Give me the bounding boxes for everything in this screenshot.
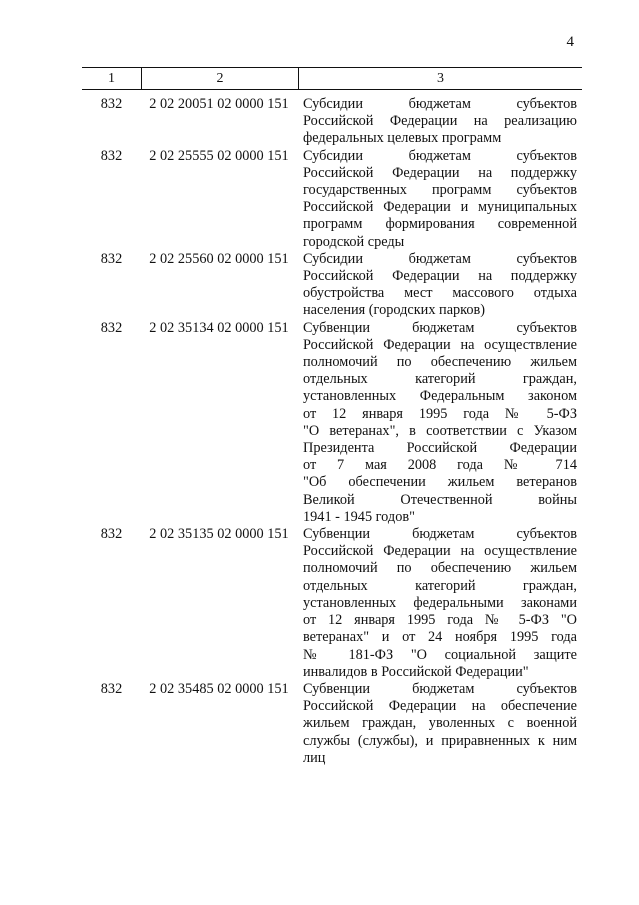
description-line: от 12 января 1995 года № 5-ФЗ [303, 405, 577, 422]
description-line: Российской Федерации и муниципальных [303, 199, 577, 216]
description-cell [303, 320, 577, 526]
description-line: населения (городских парков) [303, 302, 486, 319]
description-line: Российской Федерации на реализацию [303, 113, 577, 130]
description-line: "Об обеспечении жильем ветеранов [303, 474, 577, 491]
description-line: городской среды [303, 233, 405, 250]
table-row [82, 148, 582, 251]
header-col-2: 2 [142, 68, 299, 89]
description-line: службы (службы), и приравненных к ним [303, 732, 577, 749]
description-cell [303, 251, 577, 320]
table-row [82, 251, 582, 320]
table-row [82, 526, 582, 681]
budget-code-cell: 2 02 25560 02 0000 151 [149, 250, 289, 267]
budget-code-cell: 2 02 35135 02 0000 151 [149, 526, 289, 543]
table-row [82, 320, 582, 526]
description-line: установленных Федеральным законом [303, 388, 577, 405]
description-line: Субвенции бюджетам субъектов [303, 526, 577, 543]
admin-code-cell: 832 [100, 319, 123, 336]
description-line: обустройства мест массового отдыха [303, 285, 577, 302]
table-header [82, 67, 582, 90]
admin-code-cell: 832 [100, 680, 123, 697]
description-line: отдельных категорий граждан, [303, 371, 577, 388]
admin-code-cell: 832 [100, 250, 123, 267]
budget-code-cell: 2 02 35134 02 0000 151 [149, 319, 289, 336]
description-line: государственных программ субъектов [303, 182, 577, 199]
admin-code-cell: 832 [100, 526, 123, 543]
description-line: Субсидии бюджетам субъектов [303, 250, 577, 267]
description-line: Российской Федерации на осуществление [303, 336, 577, 353]
description-line: Российской Федерации на поддержку [303, 268, 577, 285]
description-line: отдельных категорий граждан, [303, 577, 577, 594]
description-line: Субсидии бюджетам субъектов [303, 147, 577, 164]
description-line: программ формирования современной [303, 216, 577, 233]
description-line: Великой Отечественной войны [303, 491, 577, 508]
description-line: Российской Федерации на обеспечение [303, 698, 577, 715]
description-cell [303, 148, 577, 251]
header-col-3: 3 [437, 70, 444, 86]
description-line: Субсидии бюджетам субъектов [303, 96, 577, 112]
description-line: Субвенции бюджетам субъектов [303, 319, 577, 336]
budget-code-cell: 2 02 20051 02 0000 151 [149, 96, 289, 112]
description-line: жильем граждан, уволенных с военной [303, 715, 577, 732]
description-line: 1941 - 1945 годов" [303, 508, 415, 525]
header-col-1: 1 [82, 68, 142, 89]
table-body [82, 96, 582, 767]
description-line: Российской Федерации на осуществление [303, 543, 577, 560]
budget-code-cell: 2 02 35485 02 0000 151 [149, 680, 289, 697]
description-line: Президента Российской Федерации [303, 440, 577, 457]
table-row [82, 681, 582, 767]
description-line: "О ветеранах", в соответствии с Указом [303, 422, 577, 439]
description-line: полномочий по обеспечению жильем [303, 560, 577, 577]
admin-code-cell: 832 [100, 96, 123, 112]
table-row [82, 96, 582, 148]
description-line: ветеранах" и от 24 ноября 1995 года [303, 629, 577, 646]
description-line: № 181-ФЗ "О социальной защите [303, 646, 577, 663]
description-line: от 12 января 1995 года № 5-ФЗ "О [303, 612, 577, 629]
budget-code-cell: 2 02 25555 02 0000 151 [149, 147, 289, 164]
description-line: федеральных целевых программ [303, 130, 502, 147]
admin-code-cell: 832 [100, 147, 123, 164]
description-line: Российской Федерации на поддержку [303, 164, 577, 181]
description-cell [303, 526, 577, 681]
description-line: полномочий по обеспечению жильем [303, 354, 577, 371]
description-line: от 7 мая 2008 года № 714 [303, 457, 577, 474]
description-cell [303, 96, 577, 148]
page-number: 4 [566, 34, 574, 50]
description-cell [303, 681, 577, 767]
description-line: инвалидов в Российской Федерации" [303, 663, 529, 680]
description-line: установленных федеральными законами [303, 594, 577, 611]
description-line: Субвенции бюджетам субъектов [303, 680, 577, 697]
description-line: лиц [303, 749, 326, 766]
